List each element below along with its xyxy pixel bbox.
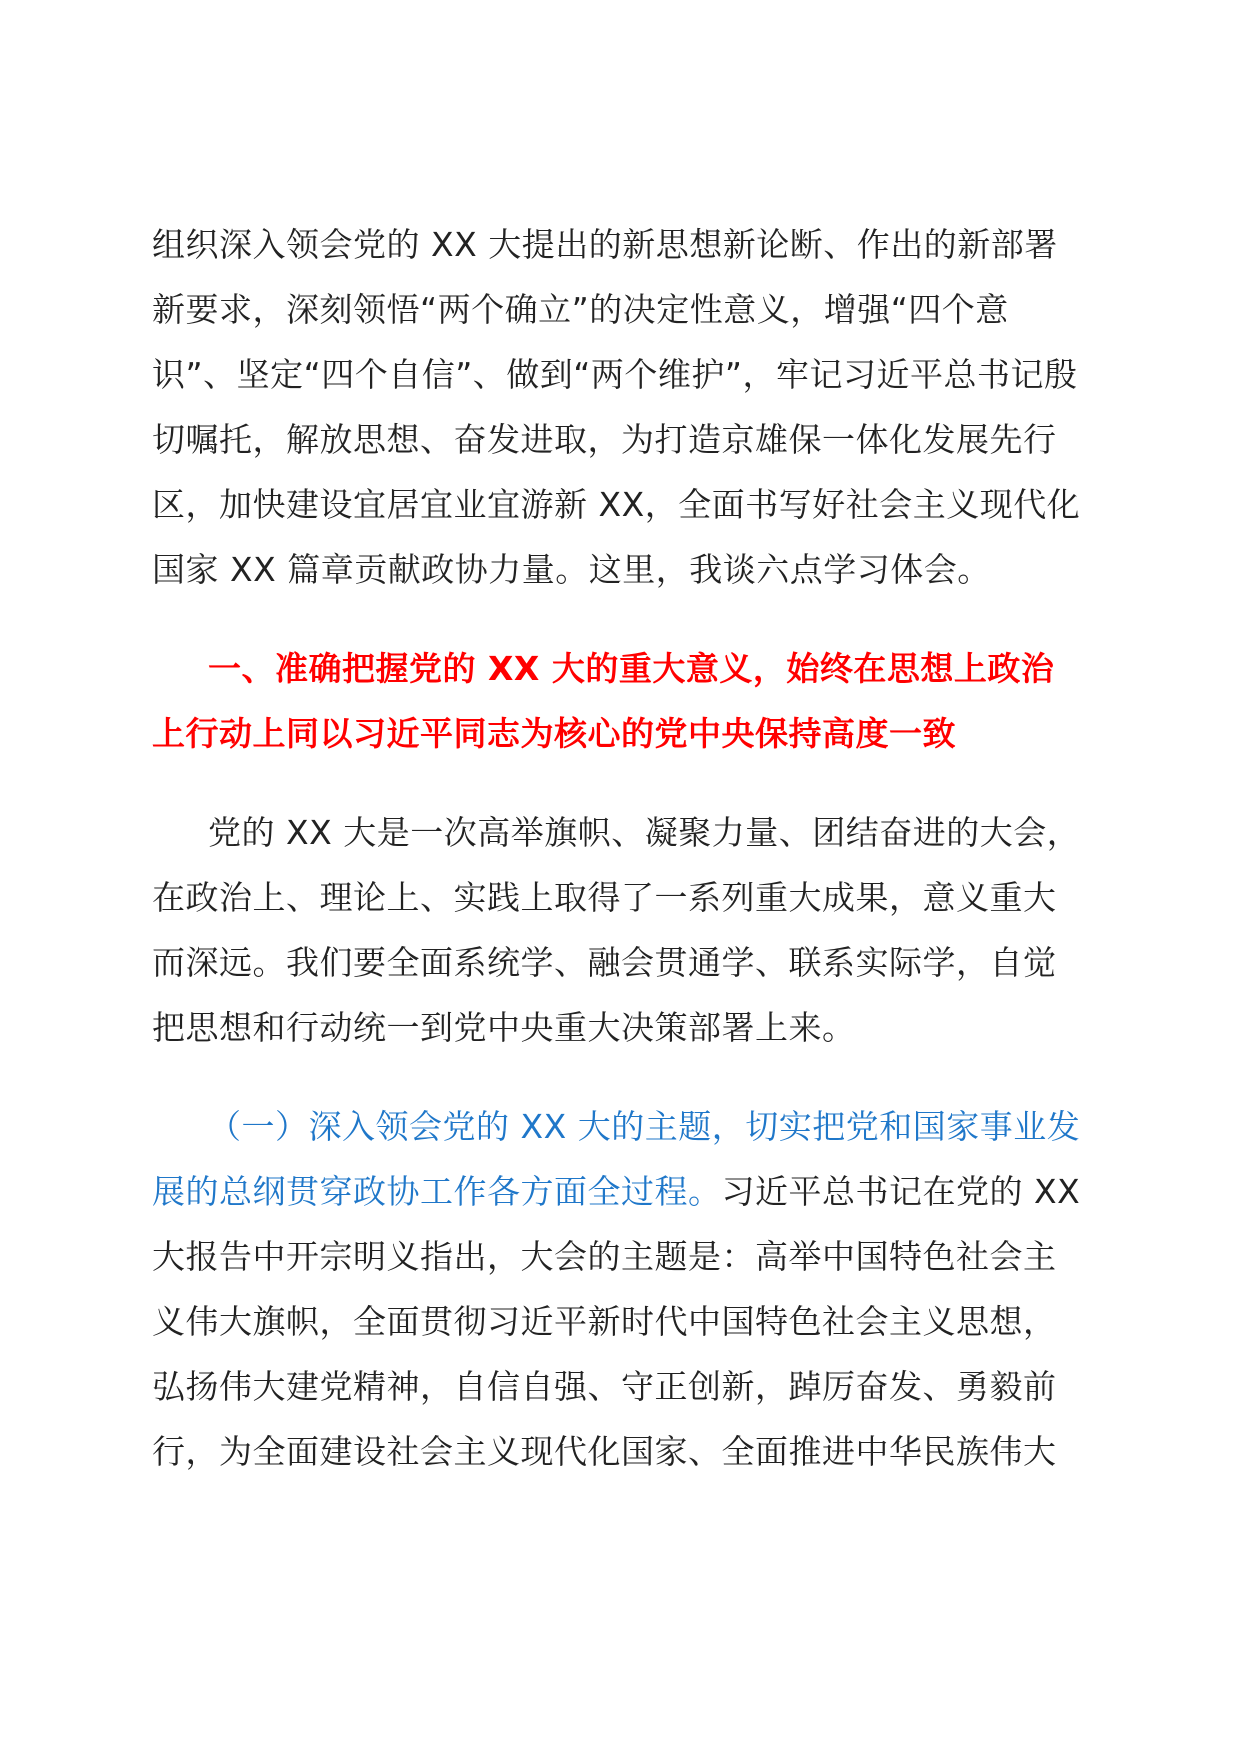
section-heading-one: 一、准确把握党的 XX 大的重大意义，始终在思想上政治上行动上同以习近平同志为核心的党中央保持高度一致 [152,649,1055,753]
document-body [152,212,1082,1484]
intro-paragraph: 组织深入领会党的 XX 大提出的新思想新论断、作出的新部署新要求，深刻领悟“两个确立”的决定性意义，增强“四个意识”、坚定“四个自信”、做到“两个维护”，牢记习近平总书记殷切嘱托，解放思想、奋发进取，为打造京雄保一体化发展先行区，加快建设宜居宜业宜游新 XX，全面书写好社会主义现代化国家 XX 篇章贡献政协力量。这里，我谈六点学习体会。 [152,225,1081,589]
subsection-one-text: 习近平总书记在党的 XX 大报告中开宗明义指出，大会的主题是：高举中国特色社会主义伟大旗帜，全面贯彻习近平新时代中国特色社会主义思想，弘扬伟大建党精神，自信自强、守正创新，踔厉奋发、勇毅前行，为全面建设社会主义现代化国家、全面推进中华民族伟大 [152,1172,1081,1471]
section-one-paragraph: 党的 XX 大是一次高举旗帜、凝聚力量、团结奋进的大会，在政治上、理论上、实践上取得了一系列重大成果，意义重大而深远。我们要全面系统学、融会贯通学、联系实际学，自觉把思想和行动统一到党中央重大决策部署上来。 [152,813,1081,1047]
subsection-heading-one: （一）深入领会党的 XX 大的主题，切实把党和国家事业发展的总纲贯穿政协工作各方面全过程。 [152,1107,1081,1211]
subsection-one-paragraph [152,1094,1082,1484]
